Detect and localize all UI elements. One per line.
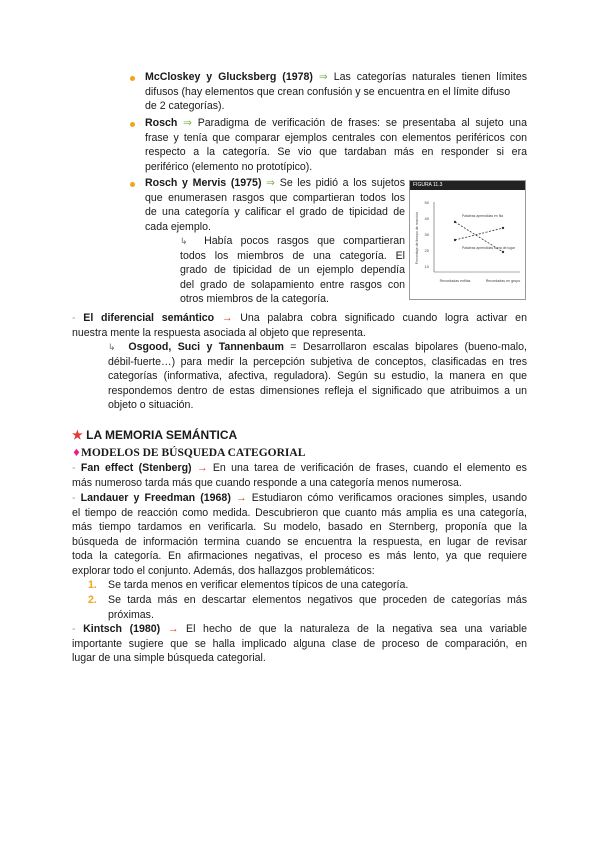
item-diferencial: - El diferencial semántico → Una palabra cobra significado cuando logra activar en nuestra mente la respuesta asociada al objeto que representa. (72, 312, 527, 339)
series-label-2: Palabras aprendidas fuera de lugar (462, 246, 515, 250)
y-tick: 20 (424, 248, 429, 253)
data-point (454, 221, 456, 223)
y-tick: 10 (424, 264, 429, 269)
item-landauer: - Landauer y Freedman (1968) → Estudiaron cómo verificamos oraciones simples, usando el tiempo de reacción como medida. Descubrieron que cuanto más amplia es una categoría, más tiempo tardamos en verificarla. Su modelo, basado en Sternberg, proponía que la búsqueda de información termina cuando se encuentra la respuesta, en lugar de revisar toda la categoría. En afirmaciones negativas, el proceso es más lento, ya que requiere explorar todo el conjunto. Además, dos hallazgos problemáticos: (72, 492, 527, 577)
item-rosch-mervis: Rosch y Mervis (1975) ⇒ Se les pidió a los sujetos que enumerasen rasgos que compartieran todos los de una categoría y calificar el grado de tipicidad de cada ejemplo. (145, 177, 405, 233)
figure-11-3 (409, 180, 526, 300)
item-kintsch: - Kintsch (1980) → El hecho de que la naturaleza de la negativa sea una variable importante sugiere que se halla implicado alguna clase de proceso de comparación, en lugar de una simple búsqueda categorial. (72, 623, 527, 665)
star-icon: ★ (72, 428, 83, 442)
item-osgood: ↳ Osgood, Suci y Tannenbaum = Desarrollaron escalas bipolares (bueno-malo, débil-fuerte…) para medir la percepción subjetiva de conceptos, clasificadas en tres categorías (informativa, afectiva, reguladora). Según su estudio, la manera en que respondemos dentro de estas dimensiones refleja el significado que atribuimos a un objeto o situación. (108, 341, 527, 412)
item-fan: - Fan effect (Stenberg) → En una tarea de verificación de frases, cuando el elemento es más numeroso tarda más que cuando responde a una categoría menos numerosa. (72, 462, 527, 489)
figure-chart (410, 190, 525, 299)
bullet-icon (130, 76, 135, 81)
figure-label: FIGURA 11.3 (413, 182, 443, 188)
sub-arrow-icon: ↳ (180, 236, 188, 246)
item-rosch-mervis-sub: ↳ Había pocos rasgos que compartieran todos los miembros de una categoría. El grado de tipicidad de un ejemplo dependía del grado de solapamiento entre rasgos con otros miembros de la categoría. (180, 235, 406, 306)
item-rosch: Rosch ⇒ Paradigma de verificación de frases: se presentaba al sujeto una frase y tenía que comparar ejemplos centrales con elementos periféricos con respecto a la categoría. Se vio que tardaban más en responder si era periférico (elemento no prototípico). (145, 117, 527, 173)
series-label-1: Palabras aprendidas en fila (462, 214, 504, 218)
y-tick: 30 (424, 232, 429, 237)
data-point (502, 227, 504, 229)
section-subtitle: ♦MODELOS DE BÚSQUEDA CATEGORIAL (72, 447, 306, 459)
list-item: 2. Se tarda más en descartar elementos negativos que proceden de categorías más próximas. (88, 594, 527, 621)
sub-arrow-icon: ↳ (108, 342, 116, 352)
section-title: ★ LA MEMORIA SEMÁNTICA (72, 428, 238, 442)
item-mccloskey: McCloskey y Glucksberg (1978) ⇒ Las categorías naturales tienen límites difusos (hay elementos que crean confusión y se encuentra en el límite difuso de 2 categorías). (145, 71, 528, 113)
diamond-icon: ♦ (72, 448, 81, 459)
bullet-icon (130, 182, 135, 187)
data-point (454, 239, 456, 241)
series-line-1 (455, 228, 503, 240)
bullet-icon (130, 122, 135, 127)
y-tick: 40 (424, 216, 429, 221)
y-axis-label: Porcentaje de tiempo de reacción (415, 211, 419, 265)
x-tick-right: Recordadas en grupo (485, 279, 521, 283)
x-tick-left: Recordadas enfilas (439, 279, 471, 283)
y-tick: 50 (424, 200, 429, 205)
list-item: 1. Se tarda menos en verificar elementos típicos de una categoría. (88, 579, 409, 591)
data-point (502, 251, 504, 253)
